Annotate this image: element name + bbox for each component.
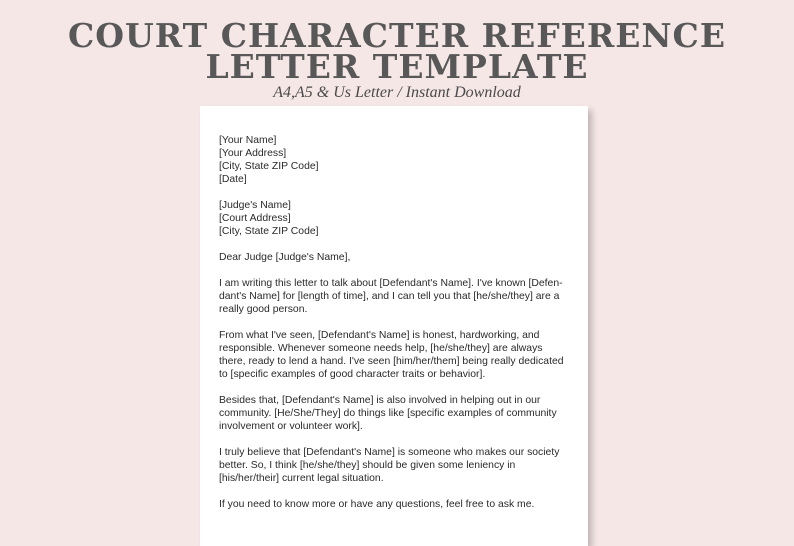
recipient-address: [Court Address] <box>219 213 291 224</box>
paragraph-3 <box>219 394 571 433</box>
paragraph-line: better. So, I think [he/she/they] should be given some leniency in <box>219 460 516 471</box>
sender-address: [Your Address] <box>219 148 287 159</box>
paragraph-line: If you need to know more or have any questions, feel free to ask me. <box>219 499 535 510</box>
page-title-line2: LETTER TEMPLATE <box>205 47 589 86</box>
letter-body <box>219 134 571 524</box>
paragraph-line: From what I've seen, [Defendant's Name] is honest, hardworking, and <box>219 330 540 341</box>
sender-date: [Date] <box>219 174 247 185</box>
paragraph-line: I am writing this letter to talk about [Defendant's Name]. I've known [Defen- <box>219 278 563 289</box>
paragraph-line: there, ready to lend a hand. I've seen [him/her/them] being really dedicated <box>219 356 564 367</box>
paragraph-2 <box>219 329 571 381</box>
salutation: Dear Judge [Judge's Name], <box>219 252 351 263</box>
sender-name: [Your Name] <box>219 135 277 146</box>
recipient-name: [Judge's Name] <box>219 200 291 211</box>
paragraph-line: dant's Name] for [length of time], and I can tell you that [he/she/they] are a <box>219 291 560 302</box>
paragraph-4 <box>219 446 571 485</box>
page-subtitle: A4,A5 & Us Letter / Instant Download <box>273 84 521 101</box>
paragraph-line: I truly believe that [Defendant's Name] is someone who makes our society <box>219 447 560 458</box>
paragraph-line: responsible. Whenever someone needs help, [he/she/they] are always <box>219 343 543 354</box>
recipient-city: [City, State ZIP Code] <box>219 226 319 237</box>
paragraph-line: really good person. <box>219 304 308 315</box>
paragraph-line: Besides that, [Defendant's Name] is also involved in helping out in our <box>219 395 541 406</box>
paragraph-1 <box>219 277 571 316</box>
letter-paper <box>200 106 588 546</box>
sender-city: [City, State ZIP Code] <box>219 161 319 172</box>
paragraph-line: community. [He/She/They] do things like [specific examples of community <box>219 408 557 419</box>
paragraph-line: [his/her/their] current legal situation. <box>219 473 384 484</box>
paragraph-line: involvement or volunteer work]. <box>219 421 363 432</box>
recipient-block <box>219 199 571 238</box>
paragraph-5 <box>219 498 571 511</box>
page-title-line1: COURT CHARACTER REFERENCE <box>68 16 726 55</box>
sender-block <box>219 134 571 186</box>
paragraph-line: to [specific examples of good character traits or behavior]. <box>219 369 486 380</box>
